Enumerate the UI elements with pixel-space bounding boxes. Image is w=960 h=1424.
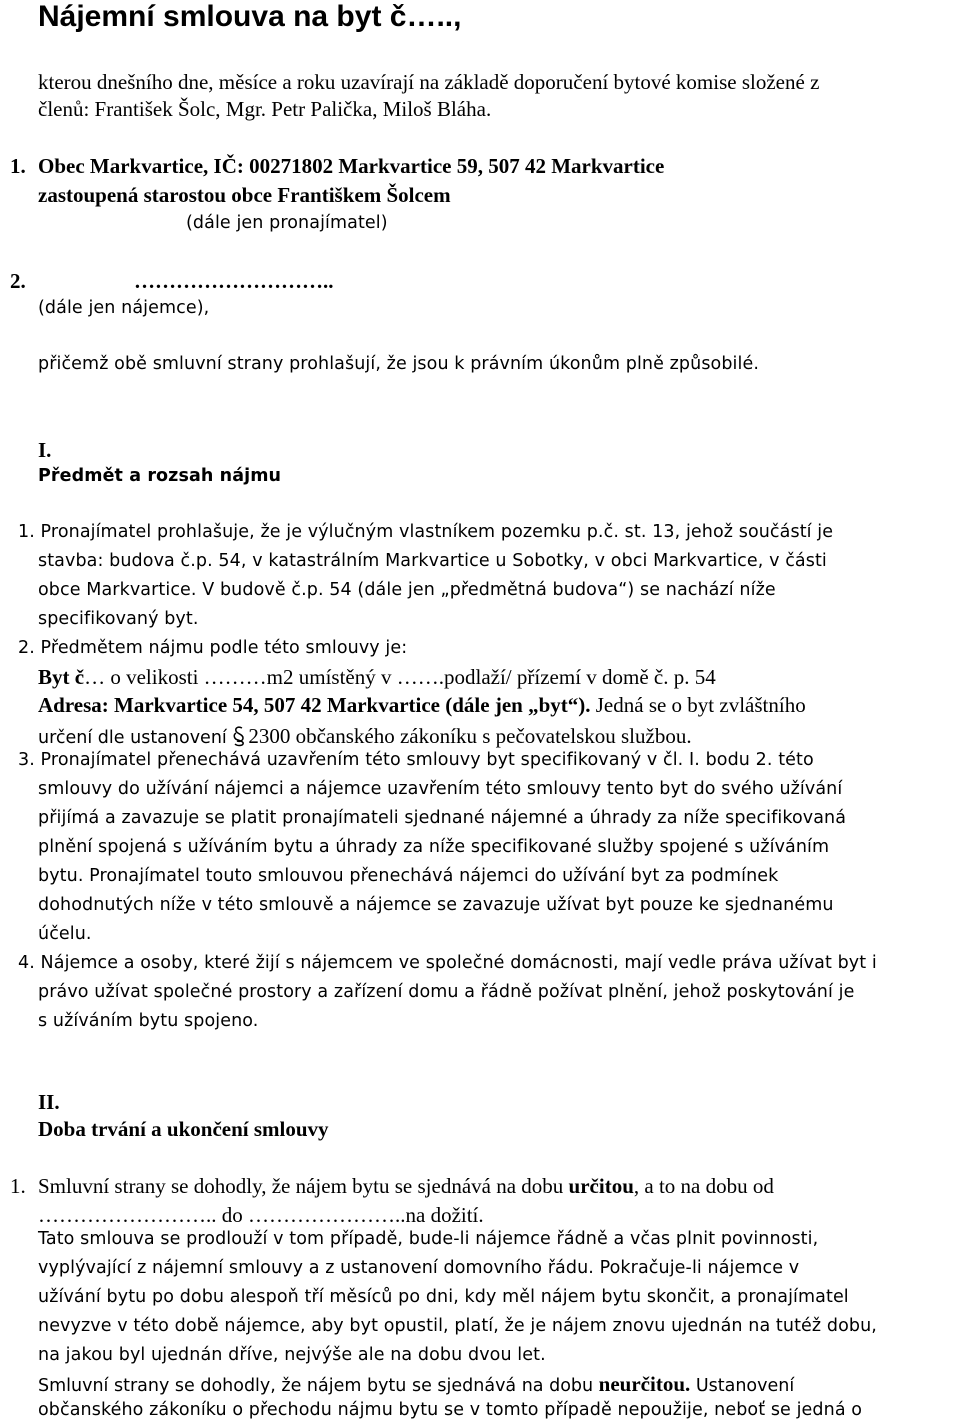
s2-line-1 (38, 1174, 774, 1199)
s2-line-5: užívání bytu po dobu alespoň tří měsíců po dni, kdy měl nájem bytu skončit, a pronajímatel (38, 1287, 849, 1307)
document-title: Nájemní smlouva na byt č….., (38, 0, 462, 33)
s2-line-1-text: Smluvní strany se dohodly, že nájem bytu se sjednává na dobu (38, 1174, 569, 1198)
s1-line-12: plnění spojená s užíváním bytu a úhrady za níže specifikované služby spojené s užíváním (38, 837, 830, 857)
s1-line-8 (38, 724, 692, 749)
s1-line-18: s užíváním bytu spojeno. (38, 1011, 259, 1031)
party1-role: (dále jen pronajímatel) (186, 213, 388, 233)
party1-line-2: zastoupená starostou obce Františkem Šolcem (38, 183, 451, 207)
s1-line-14: dohodnutých níže v této smlouvě a nájemce se zavazuje užívat byt pouze ke sjednanému (38, 895, 834, 915)
flat-details: … o velikosti ………m2 umístěný v …….podlaží/ přízemí v domě č. p. 54 (84, 665, 716, 689)
s2-line-4: vyplývající z nájemní smlouvy a z ustanovení domovního řádu. Pokračuje-li nájemce v (38, 1258, 800, 1278)
s2-line-3: Tato smlouva se prodlouží v tom případě, bude-li nájemce řádně a včas plnit povinnosti, (38, 1229, 819, 1249)
s1-line-5: 2. Předmětem nájmu podle této smlouvy je: (18, 638, 408, 658)
address-label: Adresa: (38, 693, 115, 717)
s2-line-9: občanského zákoníku o přechodu nájmu bytu se v tomto případě nepoužije, neboť se jedná o (38, 1400, 863, 1420)
party2-blank: ……………………….. (134, 269, 334, 293)
s1-line-6 (38, 665, 716, 690)
s2-line-8-text: Smluvní strany se dohodly, že nájem bytu se sjednává na dobu (38, 1376, 599, 1396)
section2-heading: Doba trvání a ukončení smlouvy (38, 1117, 329, 1141)
provision-text: určení dle ustanovení (38, 728, 233, 748)
intro-line-1: kterou dnešního dne, měsíce a roku uzavírají na základě doporučení bytové komise složené z (38, 70, 820, 94)
s1-line-17: právo užívat společné prostory a zařízení domu a řádně požívat plnění, jehož poskytování je (38, 982, 855, 1002)
s2-line-6: nevyzve v této době nájemce, aby byt opustil, platí, že je nájem znovu ujednán na tutéž dobu, (38, 1316, 877, 1336)
s2-item-number: 1. (10, 1174, 26, 1198)
s1-line-3: obce Markvartice. V budově č.p. 54 (dále jen „předmětná budova“) se nachází níže (38, 580, 776, 600)
s1-line-16: 4. Nájemce a osoby, které žijí s nájemcem ve společné domácnosti, mají vedle práva užívat byt i (18, 953, 877, 973)
s1-line-4: specifikovaný byt. (38, 609, 199, 629)
section-sign-icon (232, 725, 246, 747)
flat-number-label: Byt č (38, 665, 85, 689)
s1-line-10: smlouvy do užívání nájemci a nájemce uzavřením této smlouvy tento byt do svého užívání (38, 779, 843, 799)
party1-line-1: Obec Markvartice, IČ: 00271802 Markvartice 59, 507 42 Markvartice (38, 154, 665, 178)
s1-line-15: účelu. (38, 924, 92, 944)
civil-code-text: 2300 občanského zákoníku s pečovatelskou službou. (248, 724, 692, 748)
party2-role: (dále jen nájemce), (38, 298, 210, 318)
address-value: Markvartice 54, 507 42 Markvartice (dále jen „byt“). (114, 693, 591, 717)
section2-number: II. (38, 1090, 60, 1114)
s1-line-2: stavba: budova č.p. 54, v katastrálním Markvartice u Sobotky, v obci Markvartice, v části (38, 551, 827, 571)
s1-line-1: 1. Pronajímatel prohlašuje, že je výlučným vlastníkem pozemku p.č. st. 13, jehož součástí je (18, 522, 834, 542)
section1-heading: Předmět a rozsah nájmu (38, 466, 282, 486)
s2-line-7: na jakou byl ujednán dříve, nejvýše ale na dobu dvou let. (38, 1345, 546, 1365)
s2-line-8 (38, 1372, 794, 1397)
s1-line-11: přijímá a zavazuje se platit pronajímateli sjednané nájemné a úhrady za níže specifikovaná (38, 808, 847, 828)
section1-number: I. (38, 438, 52, 462)
flat-type-text: Jedná se o byt zvláštního (590, 693, 806, 717)
intro-line-2: členů: František Šolc, Mgr. Petr Palička, Miloš Bláha. (38, 97, 492, 121)
s1-line-7 (38, 693, 806, 718)
fixed-term-keyword: určitou (568, 1174, 634, 1198)
s1-line-9: 3. Pronajímatel přenechává uzavřením této smlouvy byt specifikovaný v čl. I. bodu 2. této (18, 750, 814, 770)
s2-line-1-tail: , a to na dobu od (633, 1174, 774, 1198)
s2-line-8-tail: Ustanovení (690, 1376, 795, 1396)
declaration: přičemž obě smluvní strany prohlašují, že jsou k právním úkonům plně způsobilé. (38, 354, 760, 374)
party1-number: 1. (10, 154, 26, 178)
party2-number: 2. (10, 269, 26, 293)
s2-line-2: …………………….. do …………………..na dožití. (38, 1203, 484, 1227)
indefinite-term-keyword: neurčitou. (598, 1372, 691, 1396)
s1-line-13: bytu. Pronajímatel touto smlouvou přenechává nájemci do užívání byt za podmínek (38, 866, 779, 886)
